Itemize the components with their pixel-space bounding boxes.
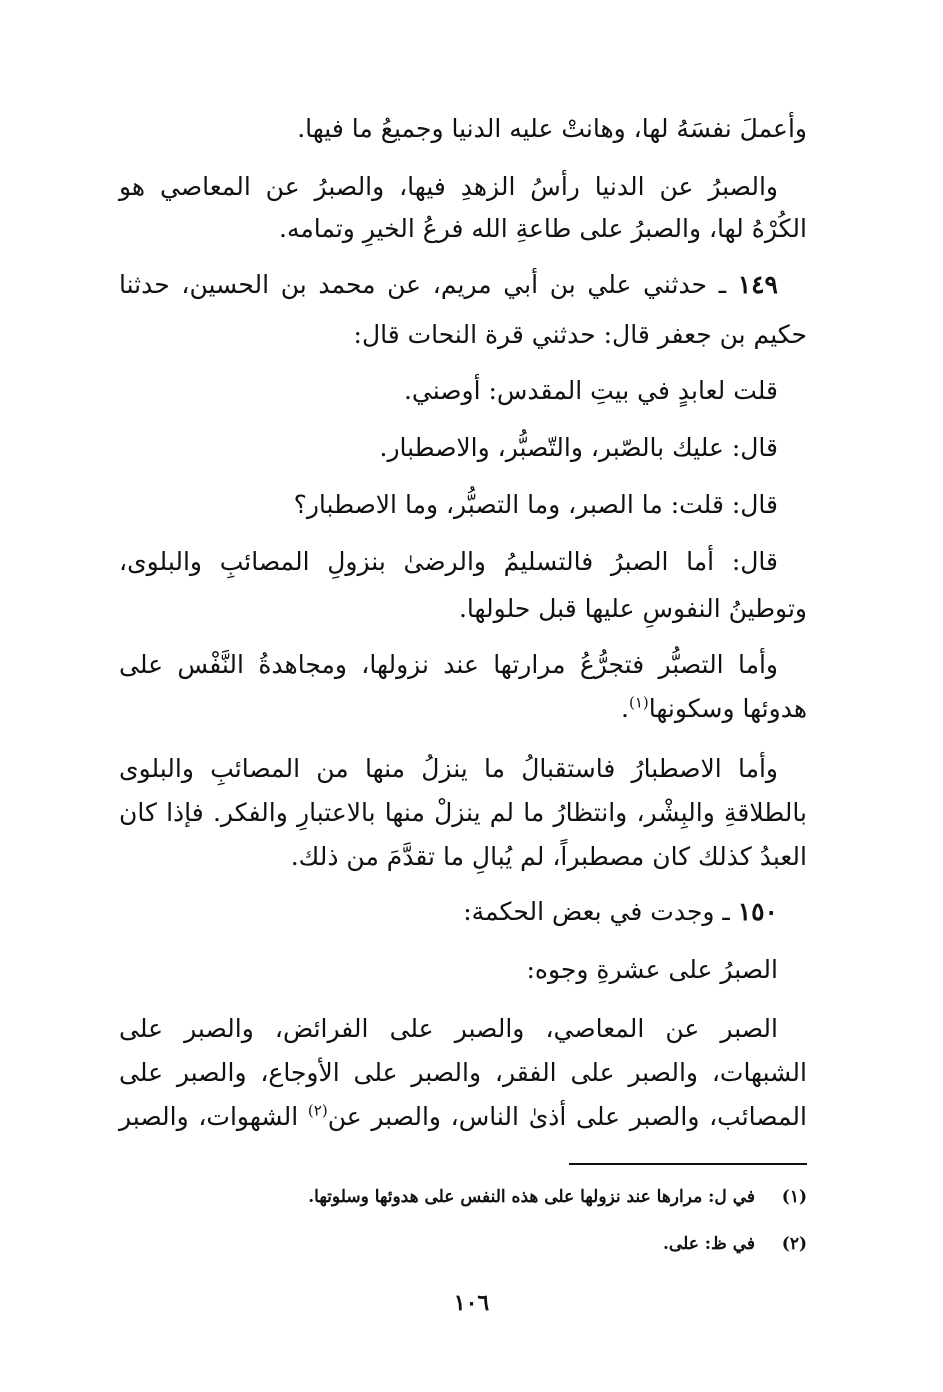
footnote	[308, 1184, 807, 1210]
footnote-text: في ظ: على.	[663, 1234, 755, 1254]
footnote	[663, 1231, 807, 1257]
text-line: قال: قلت: ما الصبر، وما التصبُّر، وما الاصطبار؟	[293, 490, 778, 519]
footnote-text: في ل: مرارها عند نزولها على هذه النفس على هدوئها وسلوتها.	[308, 1187, 755, 1207]
report-number: ١٤٩	[737, 270, 778, 299]
footnote-marker: (١)	[781, 1187, 807, 1207]
text-line: هدوئها وسكونها$^{(١)}$.	[621, 693, 807, 723]
text-line: والصبرُ عن الدنيا رأسُ الزهدِ فيها، والصبرُ عن المعاصي هو	[119, 172, 778, 201]
footnote-ref: (٢)	[307, 1101, 328, 1120]
text-line: وأعملَ نفسَهُ لها، وهانتْ عليه الدنيا وجميعُ ما فيها.	[297, 114, 807, 143]
text-line: حكيم بن جعفر قال: حدثني قرة النحات قال:	[353, 320, 807, 349]
text-line: ١٤٩ ـ حدثني علي بن أبي مريم، عن محمد بن الحسين، حدثنا	[119, 270, 778, 299]
text-line: وتوطينُ النفوسِ عليها قبل حلولها.	[458, 594, 807, 623]
text-line: وأما التصبُّر فتجرُّعُ مرارتها عند نزولها، ومجاهدةُ النَّفْس على	[119, 650, 778, 679]
report-number: ١٥٠	[737, 897, 778, 926]
text-line: ١٥٠ ـ وجدت في بعض الحكمة:	[463, 897, 778, 926]
text-line: الشبهات، والصبر على الفقر، والصبر على الأوجاع، والصبر على	[119, 1058, 807, 1087]
footnote-divider	[569, 1163, 807, 1165]
text-line: العبدُ كذلك كان مصطبراً، لم يُبالِ ما تقدَّمَ من ذلك.	[290, 842, 807, 871]
text-line: بالطلاقةِ والبِشْر، وانتظارُ ما لم ينزلْ منها بالاعتبارِ والفكر. فإذا كان	[119, 798, 807, 827]
text-line: وأما الاصطبارُ فاستقبالُ ما ينزلُ منها من المصائبِ والبلوى	[119, 754, 778, 783]
text-line: قال: عليك بالصّبر، والتّصبُّر، والاصطبار.	[379, 433, 778, 462]
footnote-marker: (٢)	[781, 1234, 807, 1254]
text-line: الكُرْهُ لها، والصبرُ على طاعةِ الله فرعُ الخيرِ وتمامه.	[279, 214, 807, 243]
text-line: الصبر عن المعاصي، والصبر على الفرائض، والصبر على	[119, 1014, 778, 1043]
text-line: الصبرُ على عشرةِ وجوه:	[526, 955, 778, 984]
footnote-ref: (١)	[628, 693, 649, 712]
text-line: قلت لعابدٍ في بيتِ المقدس: أوصني.	[403, 376, 778, 405]
text-line: المصائب، والصبر على أذىٰ الناس، والصبر عن$^{(٢)}$ الشهوات، والصبر	[119, 1101, 807, 1131]
page-number: ١٠٦	[453, 1290, 490, 1316]
text-line: قال: أما الصبرُ فالتسليمُ والرضىٰ بنزولِ المصائبِ والبلوى،	[119, 547, 778, 576]
